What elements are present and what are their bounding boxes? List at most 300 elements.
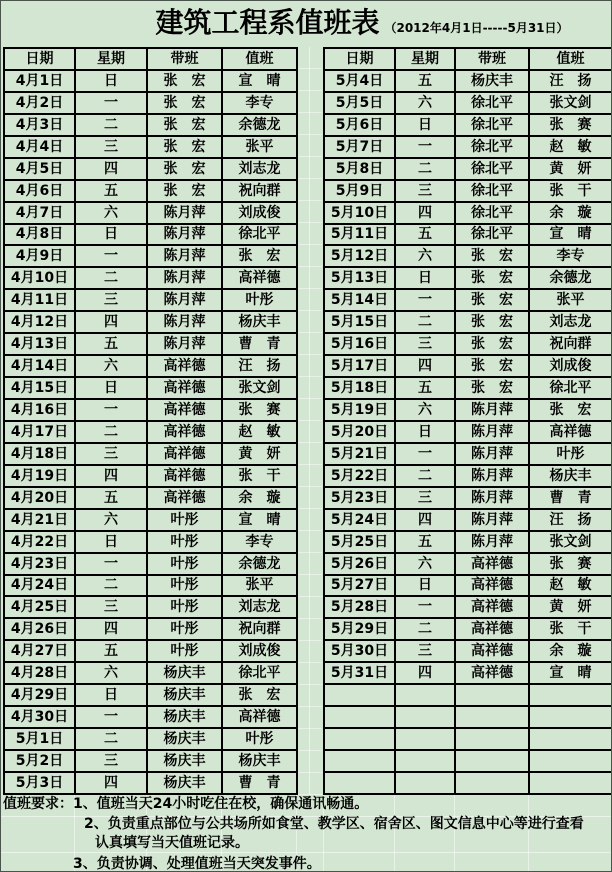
table-row	[324, 421, 612, 443]
table-row	[324, 487, 612, 509]
duty-table-may	[323, 47, 612, 795]
cell: 六	[395, 245, 455, 267]
table-row	[324, 114, 612, 136]
cell: 三	[75, 289, 147, 311]
table-row	[324, 728, 612, 750]
table-row	[4, 202, 297, 224]
cell: 高祥德	[147, 465, 222, 487]
cell: 高祥德	[455, 553, 529, 575]
cell: 六	[75, 662, 147, 684]
cell: 刘成俊	[529, 355, 612, 377]
table-row	[4, 92, 297, 114]
cell	[395, 684, 455, 706]
cell: 4月27日	[4, 640, 75, 662]
cell: 高祥德	[455, 575, 529, 597]
cell: 余德龙	[222, 114, 297, 136]
cell: 陈月萍	[147, 202, 222, 224]
table-row	[4, 728, 297, 750]
cell: 徐北平	[455, 114, 529, 136]
cell: 张 宏	[147, 136, 222, 158]
table-row	[324, 772, 612, 794]
cell: 余德龙	[529, 267, 612, 289]
cell: 5月2日	[4, 750, 75, 772]
cell: 叶彤	[147, 640, 222, 662]
cell	[455, 706, 529, 728]
cell: 杨庆丰	[222, 750, 297, 772]
cell: 刘志龙	[529, 311, 612, 333]
table-row	[4, 399, 297, 421]
cell: 宣 晴	[529, 662, 612, 684]
cell: 二	[75, 421, 147, 443]
cell: 张平	[222, 575, 297, 597]
cell: 祝向群	[529, 333, 612, 355]
cell: 五	[75, 640, 147, 662]
table-row	[4, 487, 297, 509]
cell: 二	[75, 575, 147, 597]
cell: 徐北平	[455, 224, 529, 246]
cell: 一	[75, 92, 147, 114]
cell: 张 赛	[529, 114, 612, 136]
cell: 一	[395, 443, 455, 465]
table-row	[324, 399, 612, 421]
cell: 二	[75, 728, 147, 750]
cell: 李专	[222, 531, 297, 553]
table-row	[324, 333, 612, 355]
cell: 刘成俊	[222, 640, 297, 662]
cell: 张 宏	[455, 355, 529, 377]
cell	[455, 772, 529, 794]
cell	[324, 772, 395, 794]
column-header: 值班	[222, 48, 297, 70]
note-item-2: 2、负责重点部位与公共场所如食堂、教学区、宿舍区、图文信息中心等进行查看	[84, 816, 584, 832]
cell: 四	[395, 662, 455, 684]
cell: 日	[75, 224, 147, 246]
cell: 高祥德	[147, 399, 222, 421]
cell: 5月31日	[324, 662, 395, 684]
cell	[455, 750, 529, 772]
cell: 4月21日	[4, 509, 75, 531]
cell: 黄 妍	[529, 158, 612, 180]
cell: 4月13日	[4, 333, 75, 355]
cell: 四	[75, 465, 147, 487]
table-row	[4, 662, 297, 684]
cell: 5月11日	[324, 224, 395, 246]
cell: 5月10日	[324, 202, 395, 224]
cell: 日	[75, 531, 147, 553]
column-header: 值班	[529, 48, 612, 70]
cell: 刘成俊	[222, 202, 297, 224]
table-row	[4, 750, 297, 772]
cell: 5月22日	[324, 465, 395, 487]
cell: 二	[75, 267, 147, 289]
cell: 杨庆丰	[147, 706, 222, 728]
cell: 张 宏	[147, 70, 222, 92]
cell: 余 璇	[222, 487, 297, 509]
cell: 叶彤	[147, 575, 222, 597]
table-row	[324, 377, 612, 399]
column-header: 日期	[4, 48, 75, 70]
table-row	[324, 596, 612, 618]
cell: 5月3日	[4, 772, 75, 794]
cell: 三	[75, 596, 147, 618]
cell	[529, 684, 612, 706]
cell: 二	[395, 311, 455, 333]
notes-label: 值班要求：	[3, 796, 73, 812]
cell: 一	[75, 706, 147, 728]
cell: 张 宏	[147, 158, 222, 180]
cell: 4月29日	[4, 684, 75, 706]
table-row	[4, 706, 297, 728]
cell: 杨庆丰	[147, 728, 222, 750]
cell: 5月28日	[324, 596, 395, 618]
cell: 四	[75, 158, 147, 180]
cell: 张 宏	[529, 399, 612, 421]
cell: 刘志龙	[222, 596, 297, 618]
cell: 徐北平	[222, 662, 297, 684]
cell: 祝向群	[222, 180, 297, 202]
cell: 一	[75, 553, 147, 575]
table-row	[4, 618, 297, 640]
cell: 三	[75, 443, 147, 465]
cell: 二	[75, 114, 147, 136]
table-row	[4, 158, 297, 180]
cell: 张 宏	[455, 333, 529, 355]
cell: 杨庆丰	[147, 662, 222, 684]
cell: 杨庆丰	[147, 750, 222, 772]
table-row	[4, 289, 297, 311]
table-row	[324, 618, 612, 640]
cell	[324, 728, 395, 750]
cell: 4月4日	[4, 136, 75, 158]
cell: 徐北平	[222, 224, 297, 246]
table-row	[324, 92, 612, 114]
cell: 张 宏	[147, 92, 222, 114]
cell: 4月20日	[4, 487, 75, 509]
cell: 张 宏	[222, 245, 297, 267]
cell: 杨庆丰	[529, 465, 612, 487]
cell: 日	[75, 684, 147, 706]
cell: 五	[395, 70, 455, 92]
cell: 叶彤	[222, 728, 297, 750]
cell: 张 宏	[147, 114, 222, 136]
cell: 4月25日	[4, 596, 75, 618]
cell: 4月14日	[4, 355, 75, 377]
note-item-3: 3、负责协调、处理值班当天突发事件。	[73, 856, 321, 872]
table-row	[4, 311, 297, 333]
table-row	[324, 267, 612, 289]
cell: 宣 晴	[222, 509, 297, 531]
cell	[529, 750, 612, 772]
cell: 陈月萍	[147, 267, 222, 289]
cell: 日	[75, 377, 147, 399]
cell: 赵 敏	[222, 421, 297, 443]
cell: 5月15日	[324, 311, 395, 333]
cell: 祝向群	[222, 618, 297, 640]
note-line-1	[3, 795, 611, 813]
cell: 四	[395, 202, 455, 224]
cell: 5月29日	[324, 618, 395, 640]
cell: 4月28日	[4, 662, 75, 684]
table-row	[324, 289, 612, 311]
cell: 三	[395, 333, 455, 355]
cell: 高祥德	[147, 421, 222, 443]
cell: 高祥德	[147, 443, 222, 465]
cell: 余 璇	[529, 202, 612, 224]
cell: 张 宏	[147, 180, 222, 202]
cell: 4月24日	[4, 575, 75, 597]
table-row	[324, 355, 612, 377]
cell: 张 宏	[455, 267, 529, 289]
cell: 高祥德	[222, 267, 297, 289]
cell: 5月21日	[324, 443, 395, 465]
cell: 赵 敏	[529, 575, 612, 597]
cell: 陈月萍	[455, 421, 529, 443]
cell	[529, 706, 612, 728]
cell: 5月6日	[324, 114, 395, 136]
cell: 陈月萍	[455, 531, 529, 553]
table-row	[4, 465, 297, 487]
cell	[395, 706, 455, 728]
cell: 一	[75, 245, 147, 267]
cell: 一	[395, 136, 455, 158]
table-row	[4, 684, 297, 706]
cell: 陈月萍	[455, 509, 529, 531]
cell: 高祥德	[529, 421, 612, 443]
cell	[324, 684, 395, 706]
cell: 黄 妍	[529, 596, 612, 618]
cell: 叶彤	[147, 509, 222, 531]
cell: 5月19日	[324, 399, 395, 421]
cell: 张 宏	[455, 377, 529, 399]
cell: 徐北平	[455, 136, 529, 158]
table-row	[4, 267, 297, 289]
cell: 陈月萍	[147, 333, 222, 355]
table-row	[324, 531, 612, 553]
table-row	[4, 640, 297, 662]
table-row	[4, 355, 297, 377]
cell: 曹 青	[222, 333, 297, 355]
table-row	[4, 596, 297, 618]
cell: 六	[75, 509, 147, 531]
table-row	[324, 662, 612, 684]
column-header: 星期	[75, 48, 147, 70]
table-row	[4, 245, 297, 267]
cell	[395, 750, 455, 772]
cell: 陈月萍	[147, 311, 222, 333]
table-row	[324, 443, 612, 465]
cell: 4月23日	[4, 553, 75, 575]
table-row	[324, 465, 612, 487]
table-row	[4, 70, 297, 92]
table-row	[4, 114, 297, 136]
cell: 二	[395, 618, 455, 640]
cell: 日	[395, 267, 455, 289]
cell: 徐北平	[455, 158, 529, 180]
cell: 四	[395, 355, 455, 377]
cell: 4月9日	[4, 245, 75, 267]
cell: 三	[75, 136, 147, 158]
cell: 刘志龙	[222, 158, 297, 180]
header-row	[324, 48, 612, 70]
table-row	[4, 180, 297, 202]
cell: 赵 敏	[529, 136, 612, 158]
cell: 4月19日	[4, 465, 75, 487]
table-row	[324, 70, 612, 92]
duty-table-april	[3, 47, 298, 795]
cell: 高祥德	[455, 662, 529, 684]
cell: 高祥德	[455, 640, 529, 662]
table-row	[324, 158, 612, 180]
title-date-range: （2012年4月1日-----5月31日）	[384, 21, 569, 35]
table-row	[324, 706, 612, 728]
cell	[324, 706, 395, 728]
cell: 陈月萍	[455, 443, 529, 465]
cell: 5月23日	[324, 487, 395, 509]
cell: 5月13日	[324, 267, 395, 289]
cell: 4月30日	[4, 706, 75, 728]
cell: 高祥德	[147, 377, 222, 399]
cell: 4月18日	[4, 443, 75, 465]
cell: 叶彤	[147, 596, 222, 618]
cell: 5月17日	[324, 355, 395, 377]
cell: 六	[75, 202, 147, 224]
cell: 4月6日	[4, 180, 75, 202]
cell: 张 干	[529, 618, 612, 640]
spreadsheet-gap-gridlines	[297, 47, 322, 795]
cell: 四	[75, 618, 147, 640]
cell: 5月12日	[324, 245, 395, 267]
cell: 5月4日	[324, 70, 395, 92]
cell: 二	[395, 158, 455, 180]
cell: 张 干	[529, 180, 612, 202]
table-row	[4, 509, 297, 531]
cell: 日	[395, 421, 455, 443]
cell: 六	[75, 355, 147, 377]
cell: 4月17日	[4, 421, 75, 443]
cell: 5月8日	[324, 158, 395, 180]
table-row	[324, 553, 612, 575]
cell: 六	[395, 399, 455, 421]
cell: 5月26日	[324, 553, 395, 575]
cell: 叶彤	[529, 443, 612, 465]
cell: 4月2日	[4, 92, 75, 114]
duty-requirements	[3, 795, 611, 872]
cell: 4月12日	[4, 311, 75, 333]
title-row	[1, 6, 612, 40]
table-row	[324, 640, 612, 662]
cell: 5月1日	[4, 728, 75, 750]
cell: 张 干	[222, 465, 297, 487]
cell: 张 赛	[529, 553, 612, 575]
cell: 一	[75, 399, 147, 421]
cell: 5月25日	[324, 531, 395, 553]
cell: 徐北平	[455, 202, 529, 224]
cell: 三	[75, 750, 147, 772]
cell: 5月24日	[324, 509, 395, 531]
cell: 张文剑	[529, 92, 612, 114]
table-row	[324, 136, 612, 158]
table-row	[324, 509, 612, 531]
cell: 五	[75, 487, 147, 509]
cell	[395, 772, 455, 794]
column-header: 星期	[395, 48, 455, 70]
cell: 日	[395, 575, 455, 597]
table-row	[4, 333, 297, 355]
cell: 六	[395, 92, 455, 114]
cell: 余 璇	[529, 640, 612, 662]
cell: 5月5日	[324, 92, 395, 114]
table-row	[324, 575, 612, 597]
cell: 徐北平	[455, 92, 529, 114]
cell: 四	[75, 311, 147, 333]
cell: 余德龙	[222, 553, 297, 575]
cell: 日	[395, 114, 455, 136]
cell: 5月30日	[324, 640, 395, 662]
cell: 杨庆丰	[455, 70, 529, 92]
cell: 4月7日	[4, 202, 75, 224]
cell: 二	[395, 465, 455, 487]
cell: 三	[395, 180, 455, 202]
cell: 陈月萍	[147, 245, 222, 267]
cell: 张平	[222, 136, 297, 158]
cell: 宣 晴	[222, 70, 297, 92]
cell: 五	[75, 180, 147, 202]
cell: 三	[395, 640, 455, 662]
note-item-1: 1、值班当天24小时吃住在校，确保通讯畅通。	[73, 796, 369, 812]
cell: 张 宏	[455, 311, 529, 333]
column-header: 带班	[455, 48, 529, 70]
cell: 汪 扬	[529, 509, 612, 531]
cell: 杨庆丰	[147, 772, 222, 794]
cell: 5月9日	[324, 180, 395, 202]
table-row	[4, 531, 297, 553]
cell: 5月18日	[324, 377, 395, 399]
cell: 四	[75, 772, 147, 794]
cell: 陈月萍	[455, 465, 529, 487]
cell: 张文剑	[529, 531, 612, 553]
cell: 5月27日	[324, 575, 395, 597]
cell: 4月15日	[4, 377, 75, 399]
cell: 叶彤	[147, 553, 222, 575]
cell: 4月26日	[4, 618, 75, 640]
cell: 张 宏	[222, 684, 297, 706]
cell: 陈月萍	[455, 487, 529, 509]
cell: 黄 妍	[222, 443, 297, 465]
cell: 5月20日	[324, 421, 395, 443]
cell: 杨庆丰	[222, 311, 297, 333]
cell: 六	[395, 553, 455, 575]
cell: 汪 扬	[529, 70, 612, 92]
table-row	[324, 202, 612, 224]
cell: 五	[395, 224, 455, 246]
column-header: 日期	[324, 48, 395, 70]
cell: 4月3日	[4, 114, 75, 136]
cell: 张 赛	[222, 399, 297, 421]
cell: 一	[395, 289, 455, 311]
cell: 日	[75, 70, 147, 92]
cell: 曹 青	[222, 772, 297, 794]
cell: 5月14日	[324, 289, 395, 311]
cell: 陈月萍	[147, 289, 222, 311]
table-row	[4, 377, 297, 399]
table-row	[324, 311, 612, 333]
cell: 徐北平	[455, 180, 529, 202]
cell: 宣 晴	[529, 224, 612, 246]
cell: 张 宏	[455, 289, 529, 311]
table-row	[4, 575, 297, 597]
cell	[455, 728, 529, 750]
cell: 4月8日	[4, 224, 75, 246]
